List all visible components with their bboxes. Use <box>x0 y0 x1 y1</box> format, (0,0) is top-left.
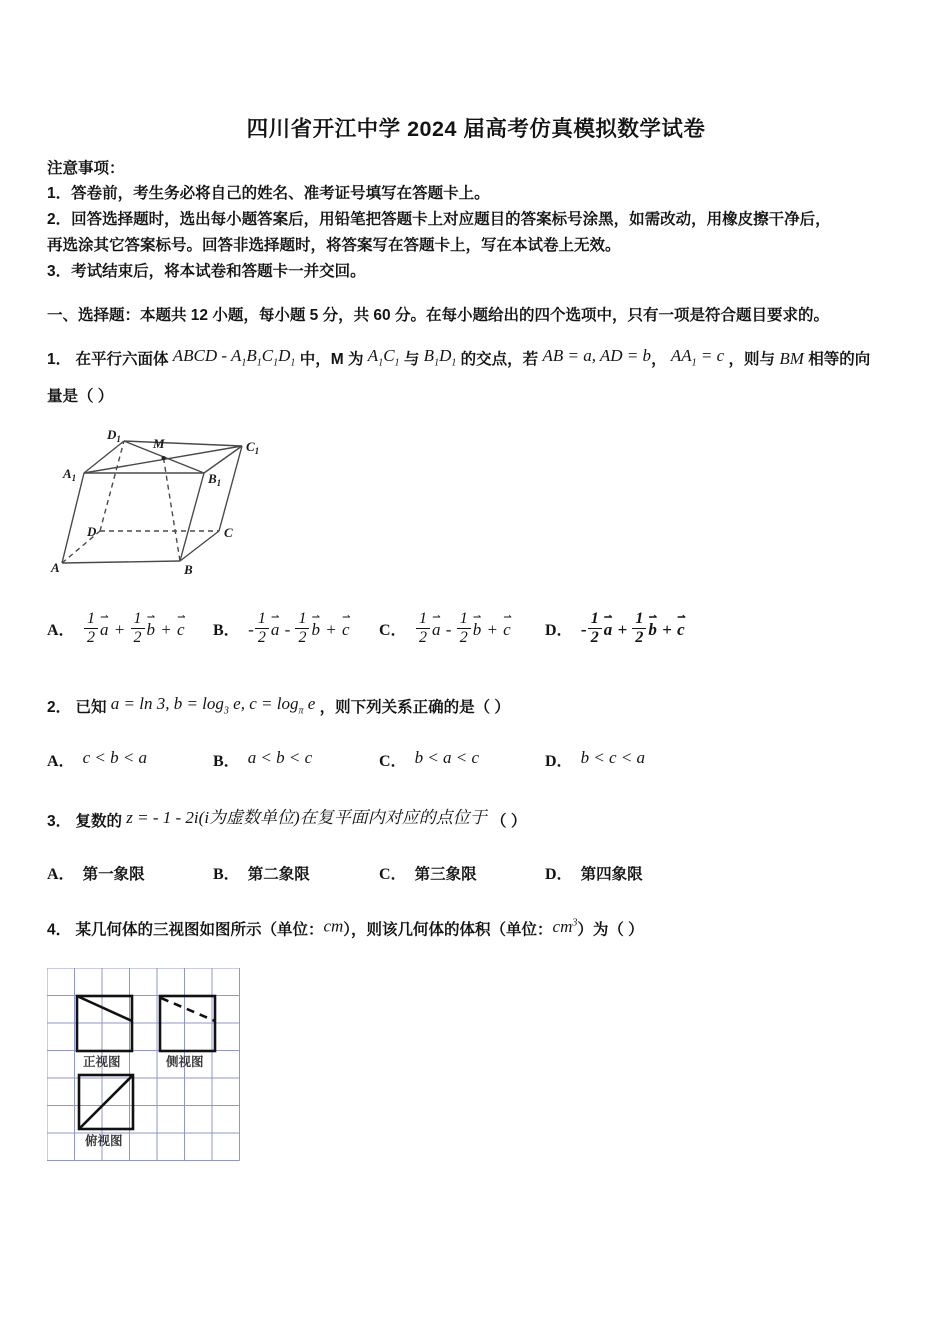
front-view-label: 正视图 <box>83 1054 121 1069</box>
math-logs: a = ln 3, $b = \log_3 e$, $c = \log_\pi e$ <box>110 693 316 716</box>
question-1-number: 1． <box>47 351 72 368</box>
vertex-label-C: C <box>224 525 233 541</box>
notice-section <box>47 157 905 285</box>
option-3A: A． 第一象限 <box>47 865 145 883</box>
question-2 <box>47 687 905 771</box>
math-cm: cm <box>323 916 344 936</box>
vertex-label-C1: $C_1$ <box>246 439 260 457</box>
question-3-options <box>47 861 905 884</box>
math-aa1: $AA_1 = c$ <box>670 346 725 369</box>
question-4-stem: 4． 某几何体的三视图如图所示（单位：cm），则该几何体的体积（单位：$cm^3$）为（ ） <box>47 916 644 939</box>
question-2-stem: 2． 已知 a = ln 3, $b = \log_3 e$, $c = \log_\pi e$ ，则下列关系正确的是（ ） <box>47 693 510 716</box>
section-heading: 一、选择题：本题共 12 小题，每小题 5 分，共 60 分。在每小题给出的四个选项中，只有一项是符合题目要求的。 <box>47 307 829 324</box>
question-1 <box>47 339 905 647</box>
notice-item-1: 1．答卷前，考生务必将自己的姓名、准考证号填写在答题卡上。 <box>47 185 490 202</box>
option-1B-formula: - $\frac{1}{2}$ ⇀ a - $\frac{1}{2}$ ⇀ b + ⇀ c <box>248 610 351 647</box>
question-4-number: 4． <box>47 921 72 939</box>
option-1D: D． - $\frac{1}{2}$ ⇀ a + $\frac{1}{2}$ ⇀ b + ⇀ c <box>545 610 686 647</box>
option-1D-formula: - $\frac{1}{2}$ ⇀ a + $\frac{1}{2}$ ⇀ b + ⇀ c <box>581 610 686 647</box>
option-3D: D． 第四象限 <box>545 865 643 883</box>
question-1-options <box>47 611 905 646</box>
option-2B: B． a < b < c <box>213 747 313 770</box>
top-view-label: 俯视图 <box>85 1133 123 1148</box>
option-1B: B． - $\frac{1}{2}$ ⇀ a - $\frac{1}{2}$ ⇀ b + ⇀ c <box>213 610 351 647</box>
option-2D: D． b < c < a <box>545 747 646 770</box>
notice-item-3: 3．考试结束后，将本试卷和答题卡一并交回。 <box>47 263 366 280</box>
point-M-dot <box>162 456 166 460</box>
vertex-label-B: B <box>184 562 193 578</box>
option-2A: A． c < b < a <box>47 747 148 770</box>
math-M: M <box>330 351 344 368</box>
question-3-stem: 3． 复数的 z = - 1 - 2i(i为虚数单位)在复平面内对应的点位于 （ ） <box>47 807 527 830</box>
vertex-label-D1: $D_1$ <box>107 427 121 445</box>
vertex-label-M: M <box>153 436 165 452</box>
vertex-label-B1: $B_1$ <box>208 471 222 489</box>
math-b1d1: $B_1D_1$ <box>423 346 457 369</box>
question-1-stem: 1． 在平行六面体 ABCD - $A_1B_1C_1D_1$ 中，M 为 $A_1C_1$ 与 $B_1D_1$ 的交点，若 AB = a, AD = b， $AA_1 = c$ ，则与 BM 相等的向 量是（ ） <box>47 346 871 406</box>
vertex-label-A1: $A_1$ <box>63 466 77 484</box>
question-4 <box>47 906 905 1173</box>
question-2-number: 2． <box>47 698 72 716</box>
top-view-square <box>79 1075 133 1129</box>
math-complex: z = - 1 - 2i <box>126 807 199 827</box>
option-1C-formula: $\frac{1}{2}$ ⇀ a - $\frac{1}{2}$ ⇀ b + ⇀ c <box>415 620 512 639</box>
option-1A: A． $\frac{1}{2}$ ⇀ a + $\frac{1}{2}$ ⇀ b + ⇀ c <box>47 610 186 647</box>
page-title: 四川省开江中学 2024 届高考仿真模拟数学试卷 <box>246 117 706 141</box>
math-cm3: $cm^3$ <box>552 916 578 936</box>
option-3C: C． 第三象限 <box>379 865 477 883</box>
three-view-figure <box>47 968 905 1173</box>
option-2C: C． b < a < c <box>379 747 480 770</box>
notice-heading: 注意事项： <box>47 160 125 177</box>
question-2-options <box>47 748 905 771</box>
math-parallelepiped: ABCD - $A_1B_1C_1D_1$ <box>172 346 296 369</box>
parallelepiped-figure <box>47 424 905 589</box>
vertex-label-D: D <box>87 524 97 540</box>
question-3 <box>47 801 905 884</box>
side-view-label: 侧视图 <box>166 1054 204 1069</box>
notice-item-2: 2．回答选择题时，选出每小题答案后，用铅笔把答题卡上对应题目的答案标号涂黑，如需改动，用橡皮擦干净后， 再选涂其它答案标号。回答非选择题时，将答案写在答题卡上，写在本试卷上无效。 <box>47 211 831 254</box>
option-3B: B． 第二象限 <box>213 865 310 883</box>
math-bm: BM <box>779 349 804 368</box>
vertex-label-A: A <box>51 560 60 576</box>
question-3-number: 3． <box>47 812 72 830</box>
question-1-wrap: 量是（ ） <box>47 388 114 406</box>
option-1C: C． $\frac{1}{2}$ ⇀ a - $\frac{1}{2}$ ⇀ b + ⇀ c <box>379 610 512 647</box>
math-ab-ad: AB = a, AD = b <box>542 346 652 365</box>
option-1A-formula: $\frac{1}{2}$ ⇀ a + $\frac{1}{2}$ ⇀ b + ⇀ c <box>83 620 186 639</box>
math-a1c1: $A_1C_1$ <box>367 346 400 369</box>
math-complex-note: (i为虚数单位)在复平面内对应的点位于 <box>198 807 487 827</box>
